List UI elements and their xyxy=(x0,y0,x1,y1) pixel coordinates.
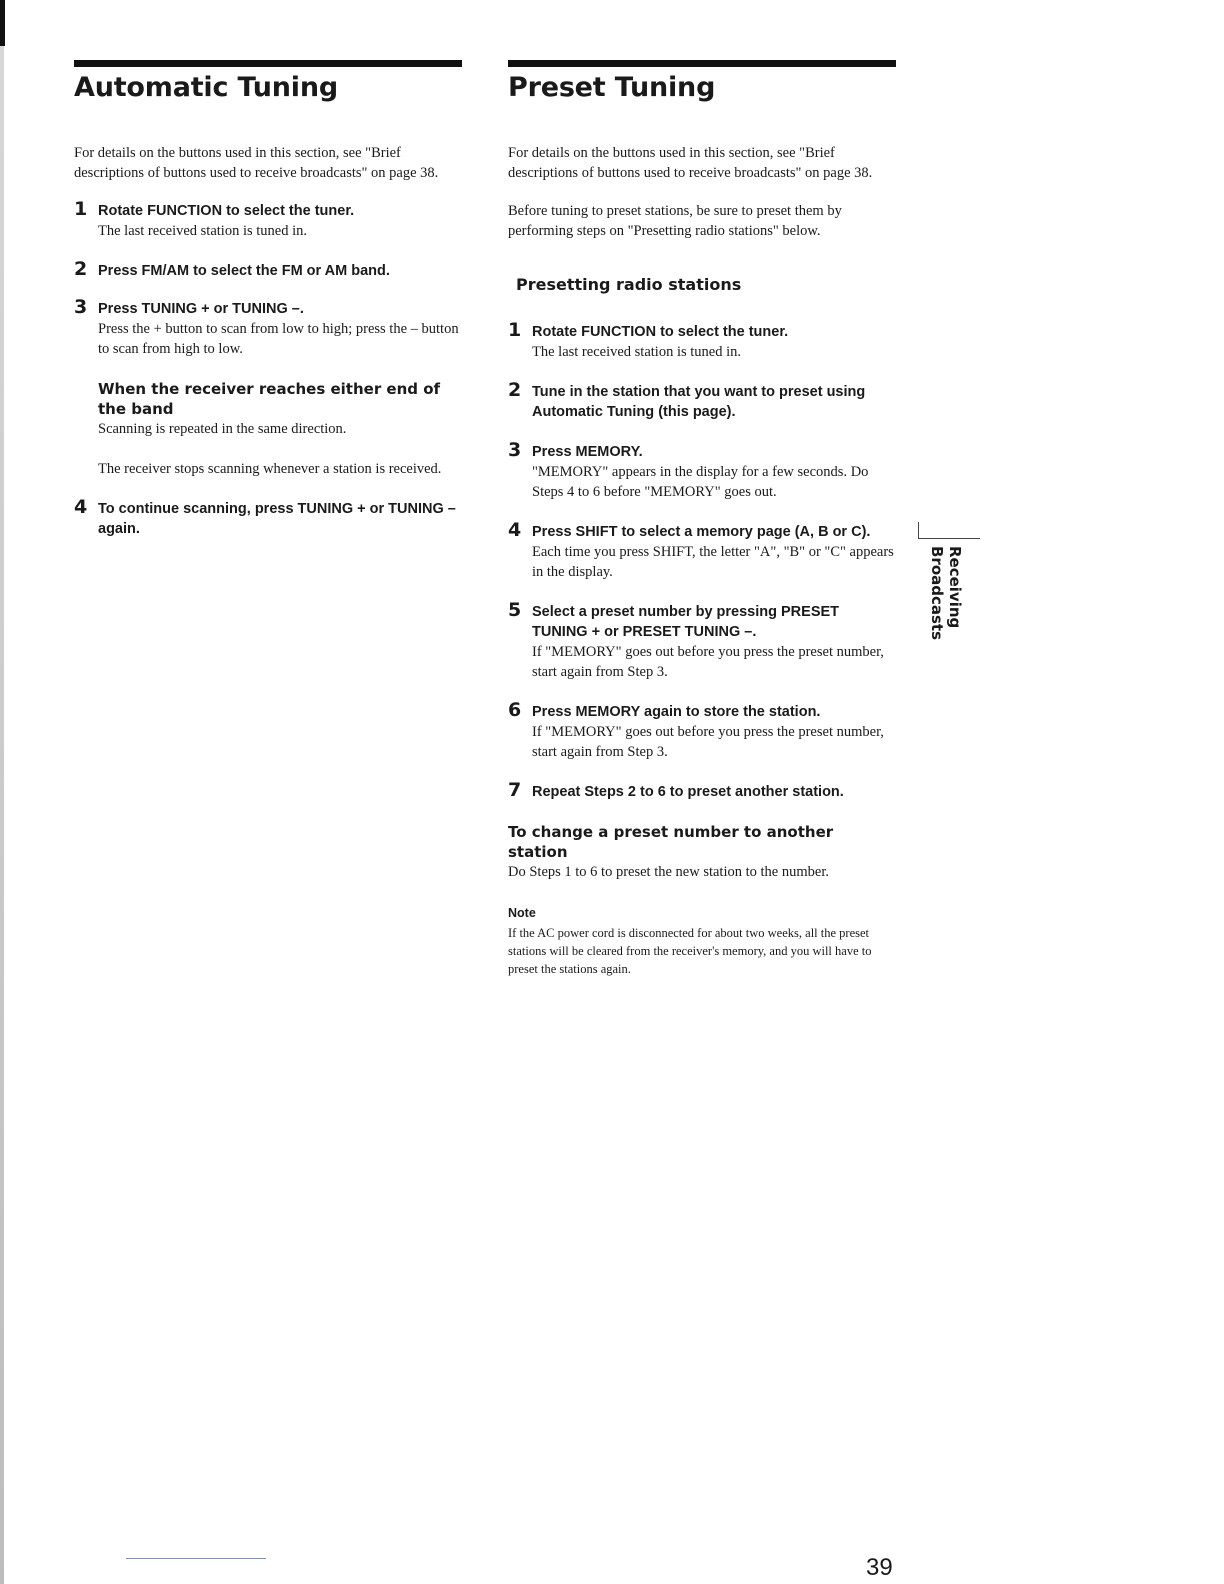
step-body: "MEMORY" appears in the display for a few seconds. Do Steps 4 to 6 before "MEMORY" goes out. xyxy=(532,464,869,500)
step-number: 1 xyxy=(508,319,522,341)
step-body: The last received station is tuned in. xyxy=(98,223,307,239)
scan-edge-mark xyxy=(0,0,5,46)
section-side-tab xyxy=(918,522,980,722)
step-2 xyxy=(508,379,896,422)
page-title-automatic-tuning: Automatic Tuning xyxy=(74,72,338,103)
step-title: Press MEMORY again to store the station. xyxy=(532,704,821,720)
step-body: The last received station is tuned in. xyxy=(532,344,741,360)
sub-body: Scanning is repeated in the same direction. xyxy=(98,421,347,437)
change-preset-body: Do Steps 1 to 6 to preset the new station to the number. xyxy=(508,864,829,880)
step-title: Tune in the station that you want to preset using Automatic Tuning (this page). xyxy=(532,384,866,420)
bottom-rule xyxy=(126,1558,266,1559)
step-number: 7 xyxy=(508,779,522,801)
step-number: 5 xyxy=(508,599,522,621)
step-title: Press TUNING + or TUNING –. xyxy=(98,301,304,317)
step-3 xyxy=(74,296,462,479)
step-5 xyxy=(508,599,896,682)
step-title: Rotate FUNCTION to select the tuner. xyxy=(98,203,355,219)
change-preset-heading: To change a preset number to another station xyxy=(508,823,834,861)
automatic-tuning-column xyxy=(74,60,462,539)
step-body: If "MEMORY" goes out before you press the preset number, start again from Step 3. xyxy=(532,644,884,680)
step-title: Select a preset number by pressing PRESET TUNING + or PRESET TUNING –. xyxy=(532,604,840,640)
step-number: 4 xyxy=(508,519,522,541)
step-6 xyxy=(508,699,896,762)
tab-bracket xyxy=(918,538,980,539)
heading-rule xyxy=(508,60,896,67)
intro-text-2: Before tuning to preset stations, be sure to preset them by performing steps on "Presetting radio stations" below. xyxy=(508,203,842,239)
step-number: 1 xyxy=(74,198,88,220)
section-title: Presetting radio stations xyxy=(516,275,742,294)
step-4 xyxy=(74,496,462,539)
page-number: 39 xyxy=(866,1554,893,1581)
step-1 xyxy=(74,198,462,241)
step-title: Press FM/AM to select the FM or AM band. xyxy=(98,263,390,279)
step-number: 4 xyxy=(74,496,88,518)
step-body: Press the + button to scan from low to high; press the – button to scan from high to low. xyxy=(98,321,459,357)
step-2 xyxy=(74,258,462,281)
step-body: If "MEMORY" goes out before you press the preset number, start again from Step 3. xyxy=(532,724,884,760)
step-number: 3 xyxy=(508,439,522,461)
side-tab-label: Receiving Broadcasts xyxy=(928,546,964,641)
tab-bracket xyxy=(918,522,919,539)
scan-edge xyxy=(0,0,4,1584)
step-number: 6 xyxy=(508,699,522,721)
sub-body: The receiver stops scanning whenever a station is received. xyxy=(98,461,442,477)
note-label: Note xyxy=(508,906,536,920)
step-4 xyxy=(508,519,896,582)
step-3 xyxy=(508,439,896,502)
step-title: Press SHIFT to select a memory page (A, B or C). xyxy=(532,524,871,540)
step-title: Press MEMORY. xyxy=(532,444,643,460)
intro-text: For details on the buttons used in this section, see "Brief descriptions of buttons used to receive broadcasts" on page 38. xyxy=(508,145,873,181)
sub-heading: When the receiver reaches either end of the band xyxy=(98,380,441,418)
preset-tuning-column xyxy=(508,60,896,978)
step-title: Repeat Steps 2 to 6 to preset another station. xyxy=(532,784,844,800)
step-number: 2 xyxy=(508,379,522,401)
intro-text: For details on the buttons used in this section, see "Brief descriptions of buttons used to receive broadcasts" on page 38. xyxy=(74,145,439,181)
step-body: Each time you press SHIFT, the letter "A", "B" or "C" appears in the display. xyxy=(532,544,894,580)
step-title: To continue scanning, press TUNING + or TUNING – again. xyxy=(98,501,456,537)
note-body: If the AC power cord is disconnected for about two weeks, all the preset stations will be cleared from the receiver's memory, and you will have to preset the stations again. xyxy=(508,926,872,976)
step-7 xyxy=(508,779,896,802)
step-number: 3 xyxy=(74,296,88,318)
heading-rule xyxy=(74,60,462,67)
page-title-preset-tuning: Preset Tuning xyxy=(508,72,716,103)
step-number: 2 xyxy=(74,258,88,280)
step-1 xyxy=(508,319,896,362)
step-title: Rotate FUNCTION to select the tuner. xyxy=(532,324,789,340)
